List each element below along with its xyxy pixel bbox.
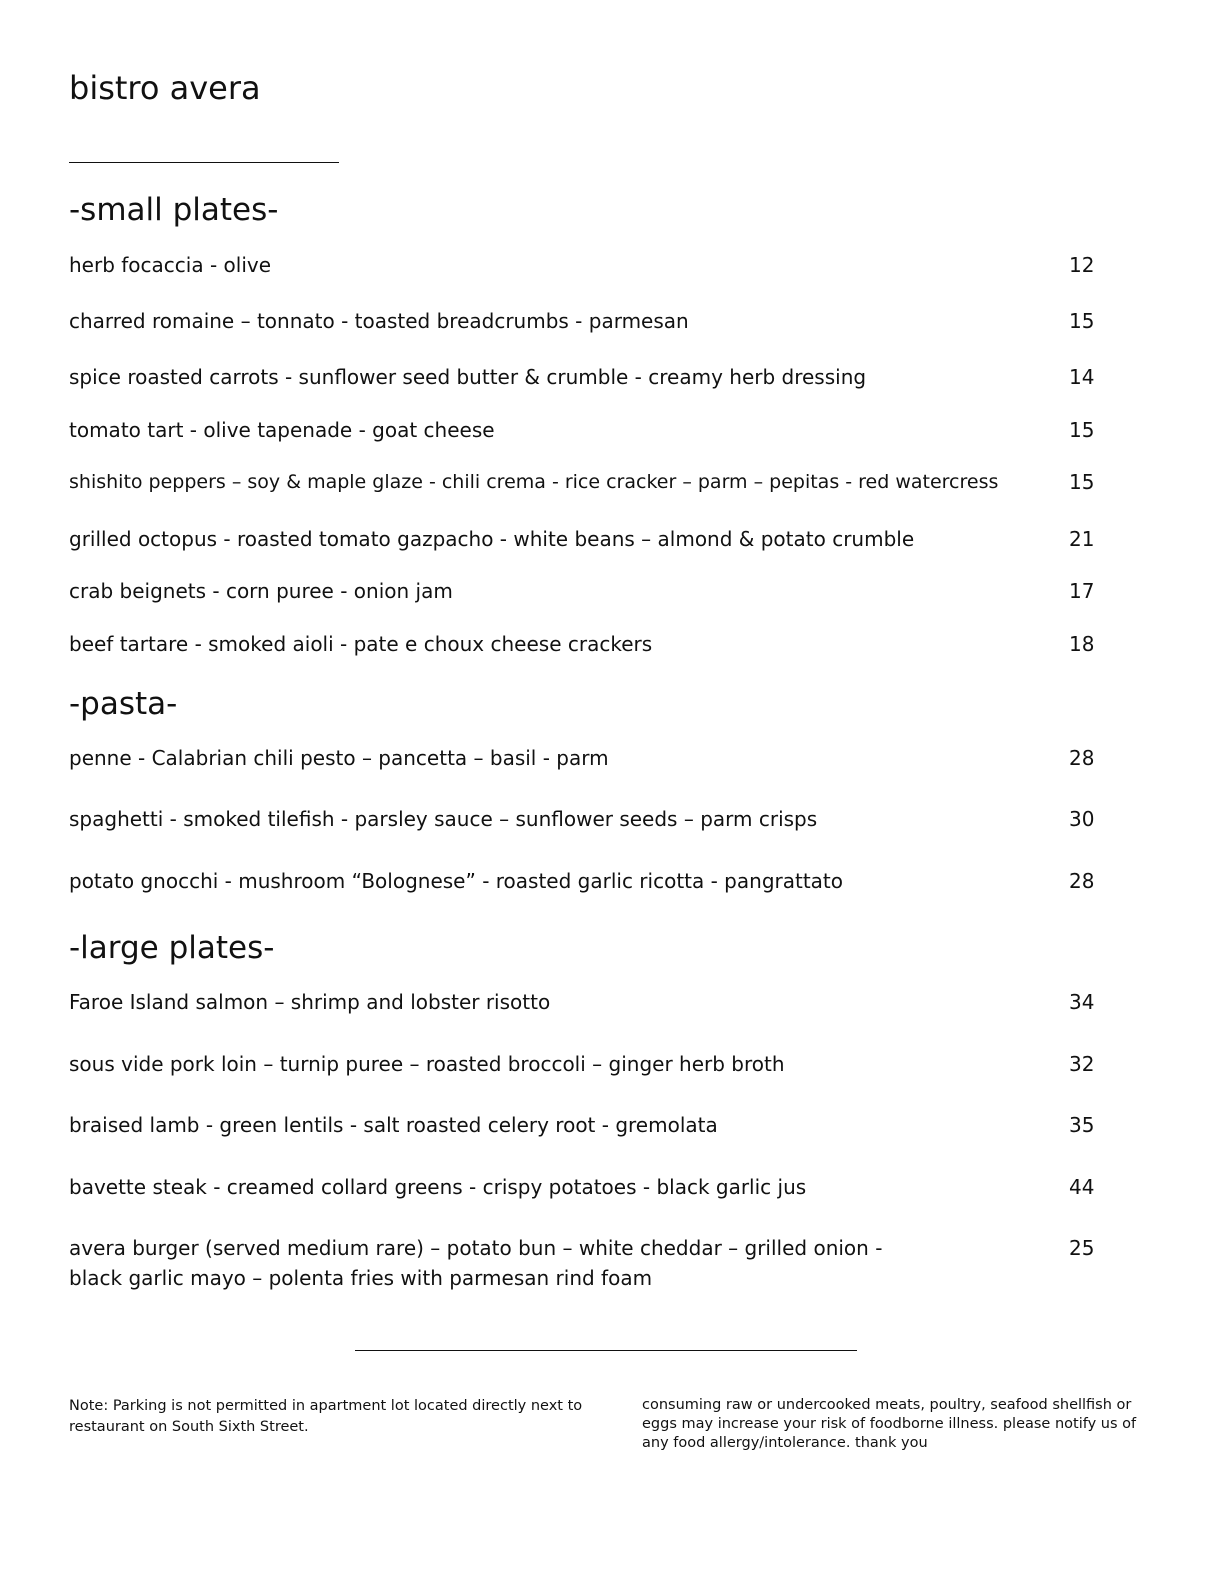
menu-item bbox=[69, 987, 1129, 1021]
item-description: penne - Calabrian chili pesto – pancetta – basil - parm bbox=[69, 746, 609, 770]
allergy-note: consuming raw or undercooked meats, poultry, seafood shellfish or eggs may increase your risk of foodborne illness. please notify us of any food allergy/intolerance. thank you bbox=[642, 1397, 1137, 1451]
item-price: 32 bbox=[1069, 1052, 1095, 1076]
menu-item bbox=[69, 1110, 1129, 1144]
item-description: spice roasted carrots - sunflower seed butter & crumble - creamy herb dressing bbox=[69, 365, 867, 389]
menu-item bbox=[69, 1172, 1129, 1206]
menu-item bbox=[69, 804, 1129, 838]
item-price: 21 bbox=[1069, 527, 1095, 551]
section-heading-large-plates: -large plates- bbox=[69, 930, 275, 966]
menu-item bbox=[69, 415, 1129, 449]
item-price: 44 bbox=[1069, 1175, 1095, 1199]
item-description: spaghetti - smoked tilefish - parsley sauce – sunflower seeds – parm crisps bbox=[69, 807, 818, 831]
item-price: 14 bbox=[1069, 365, 1095, 389]
item-price: 34 bbox=[1069, 990, 1095, 1014]
menu-item bbox=[69, 576, 1129, 610]
item-price: 15 bbox=[1069, 309, 1095, 333]
section-heading-pasta: -pasta- bbox=[69, 686, 178, 722]
item-description: potato gnocchi - mushroom “Bolognese” - roasted garlic ricotta - pangrattato bbox=[69, 869, 844, 893]
item-description: avera burger (served medium rare) – potato bun – white cheddar – grilled onion - black garlic mayo – polenta fries with parmesan rind foam bbox=[69, 1236, 883, 1290]
item-description: shishito peppers – soy & maple glaze - chili crema - rice cracker – parm – pepitas - red watercress bbox=[69, 471, 999, 493]
item-description: sous vide pork loin – turnip puree – roasted broccoli – ginger herb broth bbox=[69, 1052, 785, 1076]
item-price: 30 bbox=[1069, 807, 1095, 831]
item-price: 35 bbox=[1069, 1113, 1095, 1137]
item-description: crab beignets - corn puree - onion jam bbox=[69, 579, 453, 603]
item-description: charred romaine – tonnato - toasted breadcrumbs - parmesan bbox=[69, 309, 689, 333]
item-description: tomato tart - olive tapenade - goat cheese bbox=[69, 418, 495, 442]
menu-item bbox=[69, 467, 1129, 501]
item-description: Faroe Island salmon – shrimp and lobster risotto bbox=[69, 990, 551, 1014]
item-price: 18 bbox=[1069, 632, 1095, 656]
footer-divider bbox=[355, 1350, 857, 1351]
item-price: 28 bbox=[1069, 869, 1095, 893]
menu-item bbox=[69, 1233, 1129, 1297]
item-description: herb focaccia - olive bbox=[69, 253, 272, 277]
menu-item bbox=[69, 1049, 1129, 1083]
section-heading-small-plates: -small plates- bbox=[69, 192, 279, 228]
item-price: 25 bbox=[1069, 1236, 1095, 1260]
item-description: bavette steak - creamed collard greens - crispy potatoes - black garlic jus bbox=[69, 1175, 807, 1199]
menu-item bbox=[69, 524, 1129, 558]
menu-item bbox=[69, 629, 1129, 663]
title-divider bbox=[69, 162, 339, 163]
item-price: 15 bbox=[1069, 470, 1095, 494]
menu-item bbox=[69, 866, 1129, 900]
menu-item bbox=[69, 743, 1129, 777]
item-description: beef tartare - smoked aioli - pate e choux cheese crackers bbox=[69, 632, 653, 656]
menu-item bbox=[69, 250, 1129, 284]
item-description: grilled octopus - roasted tomato gazpacho - white beans – almond & potato crumble bbox=[69, 527, 915, 551]
item-price: 17 bbox=[1069, 579, 1095, 603]
menu-item bbox=[69, 362, 1129, 396]
item-price: 15 bbox=[1069, 418, 1095, 442]
item-description: braised lamb - green lentils - salt roasted celery root - gremolata bbox=[69, 1113, 718, 1137]
parking-note: Note: Parking is not permitted in apartment lot located directly next to restaurant on South Sixth Street. bbox=[69, 1398, 583, 1435]
menu-item bbox=[69, 306, 1129, 340]
restaurant-name: bistro avera bbox=[69, 69, 261, 107]
item-price: 12 bbox=[1069, 253, 1095, 277]
item-price: 28 bbox=[1069, 746, 1095, 770]
